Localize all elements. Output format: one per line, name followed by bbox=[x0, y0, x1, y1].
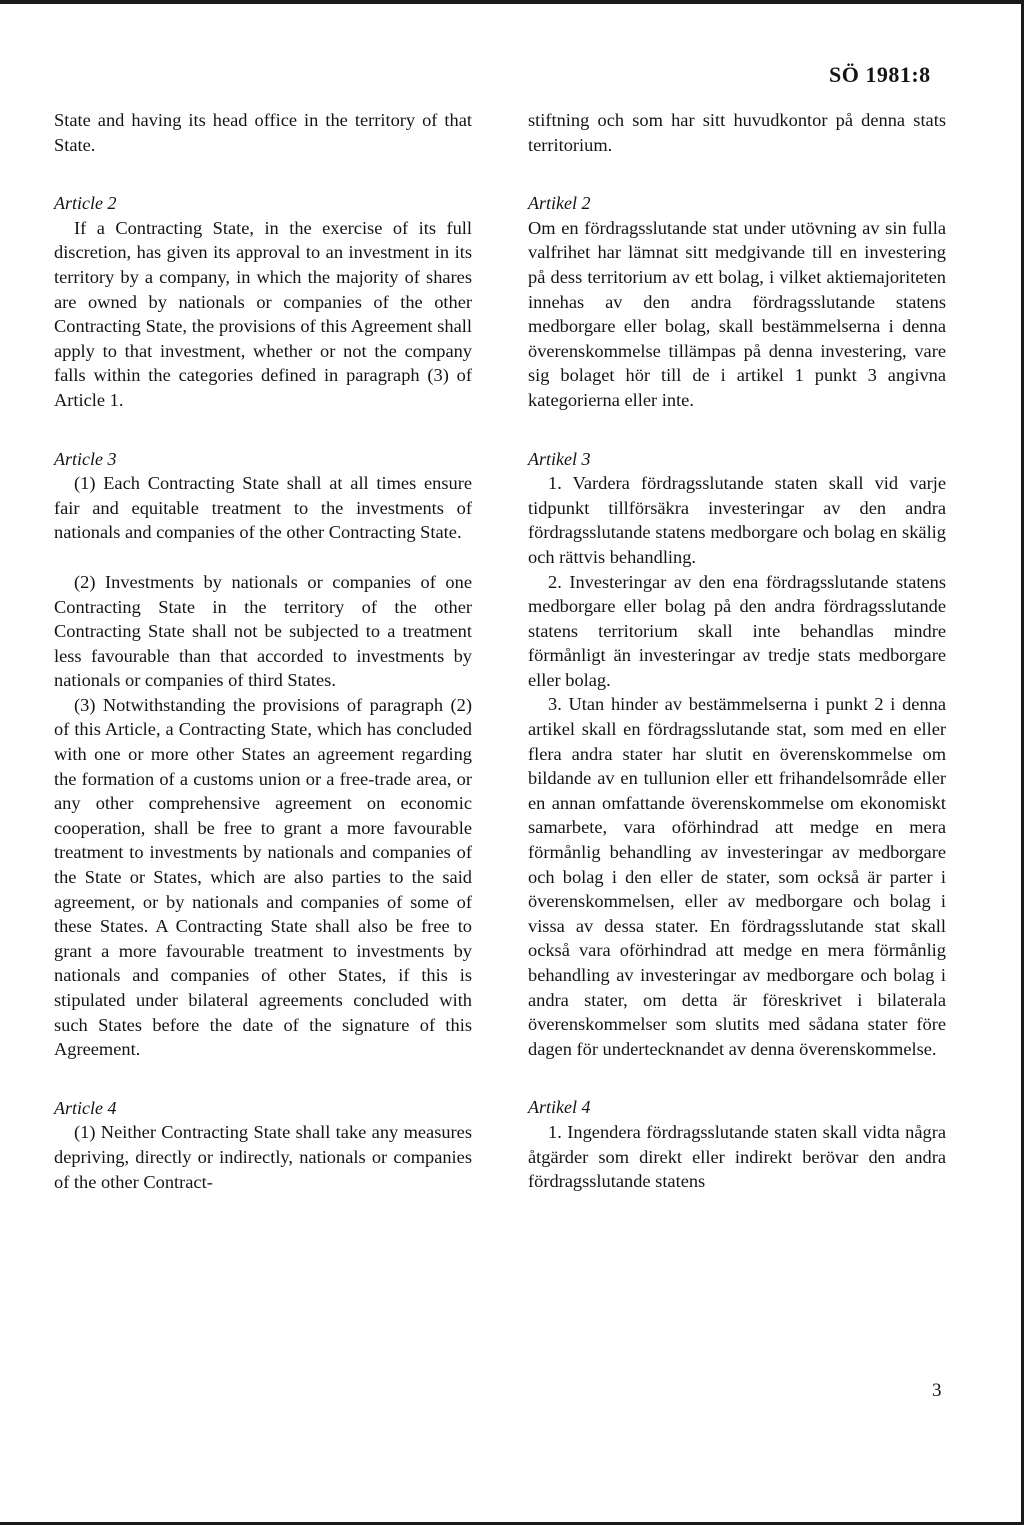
swedish-article-3-p3: 3. Utan hinder av bestämmelserna i punkt 2 i denna artikel skall en fördragsslutande stat, som med en eller flera andra stater har slutit en överenskommelse om bildande av en tullunion eller ett frihandelsområde eller en annan omfattande överenskommelse om ekonomiskt samarbete, vara oförhindrad att medge en mera förmånlig behandling av investeringar av medborgare och bolag i den eller de stater, som också är parter i överenskommelsen, eller av medborgare och bolag i vissa av dessa stater. En fördragsslutande stat skall också vara oförhindrad att medge en mera förmånlig behandling av investeringar av medborgare och bolag i andra stater, om detta är föreskrivet i bilaterala överenskommelser som slutits med sådana stater före dagen för undertecknandet av denna överenskommelse. bbox=[528, 694, 946, 1059]
english-article-2-text: If a Contracting State, in the exercise of its full discretion, has given its approval to an investment in its territory by a company, in which the majority of shares are owned by nationals or companies of the other Contracting State, the provisions of this Agreement shall apply to that investment, whether or not the company falls within the categories defined in paragraph (3) of Article 1. bbox=[54, 217, 472, 410]
page-number: 3 bbox=[932, 1380, 942, 1401]
swedish-article-4-heading: Artikel 4 bbox=[528, 1097, 591, 1118]
top-border bbox=[0, 0, 1024, 4]
swedish-article-3-p2: 2. Investeringar av den ena fördragsslutande statens medborgare eller bolag på den andra fördragsslutande statens territorium skall inte behandlas mindre förmånligt än investeringar av tredje stats medborgare eller bolag. bbox=[528, 571, 946, 690]
english-article-4-heading: Article 4 bbox=[54, 1097, 117, 1118]
swedish-intro: stiftning och som har sitt huvudkontor på denna stats territorium. bbox=[528, 110, 946, 155]
english-intro: State and having its head office in the territory of that State. bbox=[54, 110, 472, 155]
swedish-article-3-p1: 1. Vardera fördragsslutande staten skall vid varje tidpunkt tillförsäkra investeringar av den andra fördragsslutande statens medborgare och bolag en skälig och rättvis behandling. bbox=[528, 473, 946, 567]
english-article-3-p3: (3) Notwithstanding the provisions of paragraph (2) of this Article, a Contracting State, which has concluded with one or more other States an agreement regarding the formation of a customs union or a free-trade area, or any other comprehensive agreement on economic cooperation, shall be free to grant a more favourable treatment to investments by nationals and companies of the State or States, which are also parties to the said agreement, or by nationals and companies of some of these States. A Contracting State shall also be free to grant a more favourable treatment to investments by nationals and companies of other States, if this is stipulated under bilateral agreements concluded with such States before the date of the signature of this Agreement. bbox=[54, 694, 472, 1060]
english-article-3-p2: (2) Investments by nationals or companies of one Contracting State in the territory of the other Contracting State shall not be subjected to a treatment less favourable than that accorded to investments by nationals or companies of third States. bbox=[54, 571, 472, 691]
english-article-4-p1: (1) Neither Contracting State shall take any measures depriving, directly or indirectly, nationals or companies of the other Contract- bbox=[54, 1122, 472, 1192]
swedish-article-2-text: Om en fördragsslutande stat under utövning av sin fulla valfrihet har lämnat sitt medgivande till en investering på dess territorium av ett bolag, i vilket aktiemajoriteten innehas av den andra fördragsslutande statens medborgare eller bolag, skall bestämmelserna i denna överenskommelse tillämpas på denna investering, vare sig bolaget hör till de i artikel 1 punkt 3 angivna kategorierna eller inte. bbox=[528, 217, 946, 410]
english-article-2-heading: Article 2 bbox=[54, 193, 117, 214]
swedish-article-2-heading: Artikel 2 bbox=[528, 193, 591, 214]
swedish-article-4-p1: 1. Ingendera fördragsslutande staten skall vidta några åtgärder som direkt eller indirekt berövar den andra fördragsslutande statens bbox=[528, 1121, 946, 1192]
english-column bbox=[54, 108, 472, 1194]
english-article-3-p1: (1) Each Contracting State shall at all times ensure fair and equitable treatment to the investments of nationals and companies of the other Contracting State. bbox=[54, 473, 472, 543]
english-article-3-heading: Article 3 bbox=[54, 448, 117, 469]
document-code: SÖ 1981:8 bbox=[829, 62, 931, 87]
swedish-article-3-heading: Artikel 3 bbox=[528, 448, 591, 469]
swedish-column bbox=[528, 108, 946, 1194]
